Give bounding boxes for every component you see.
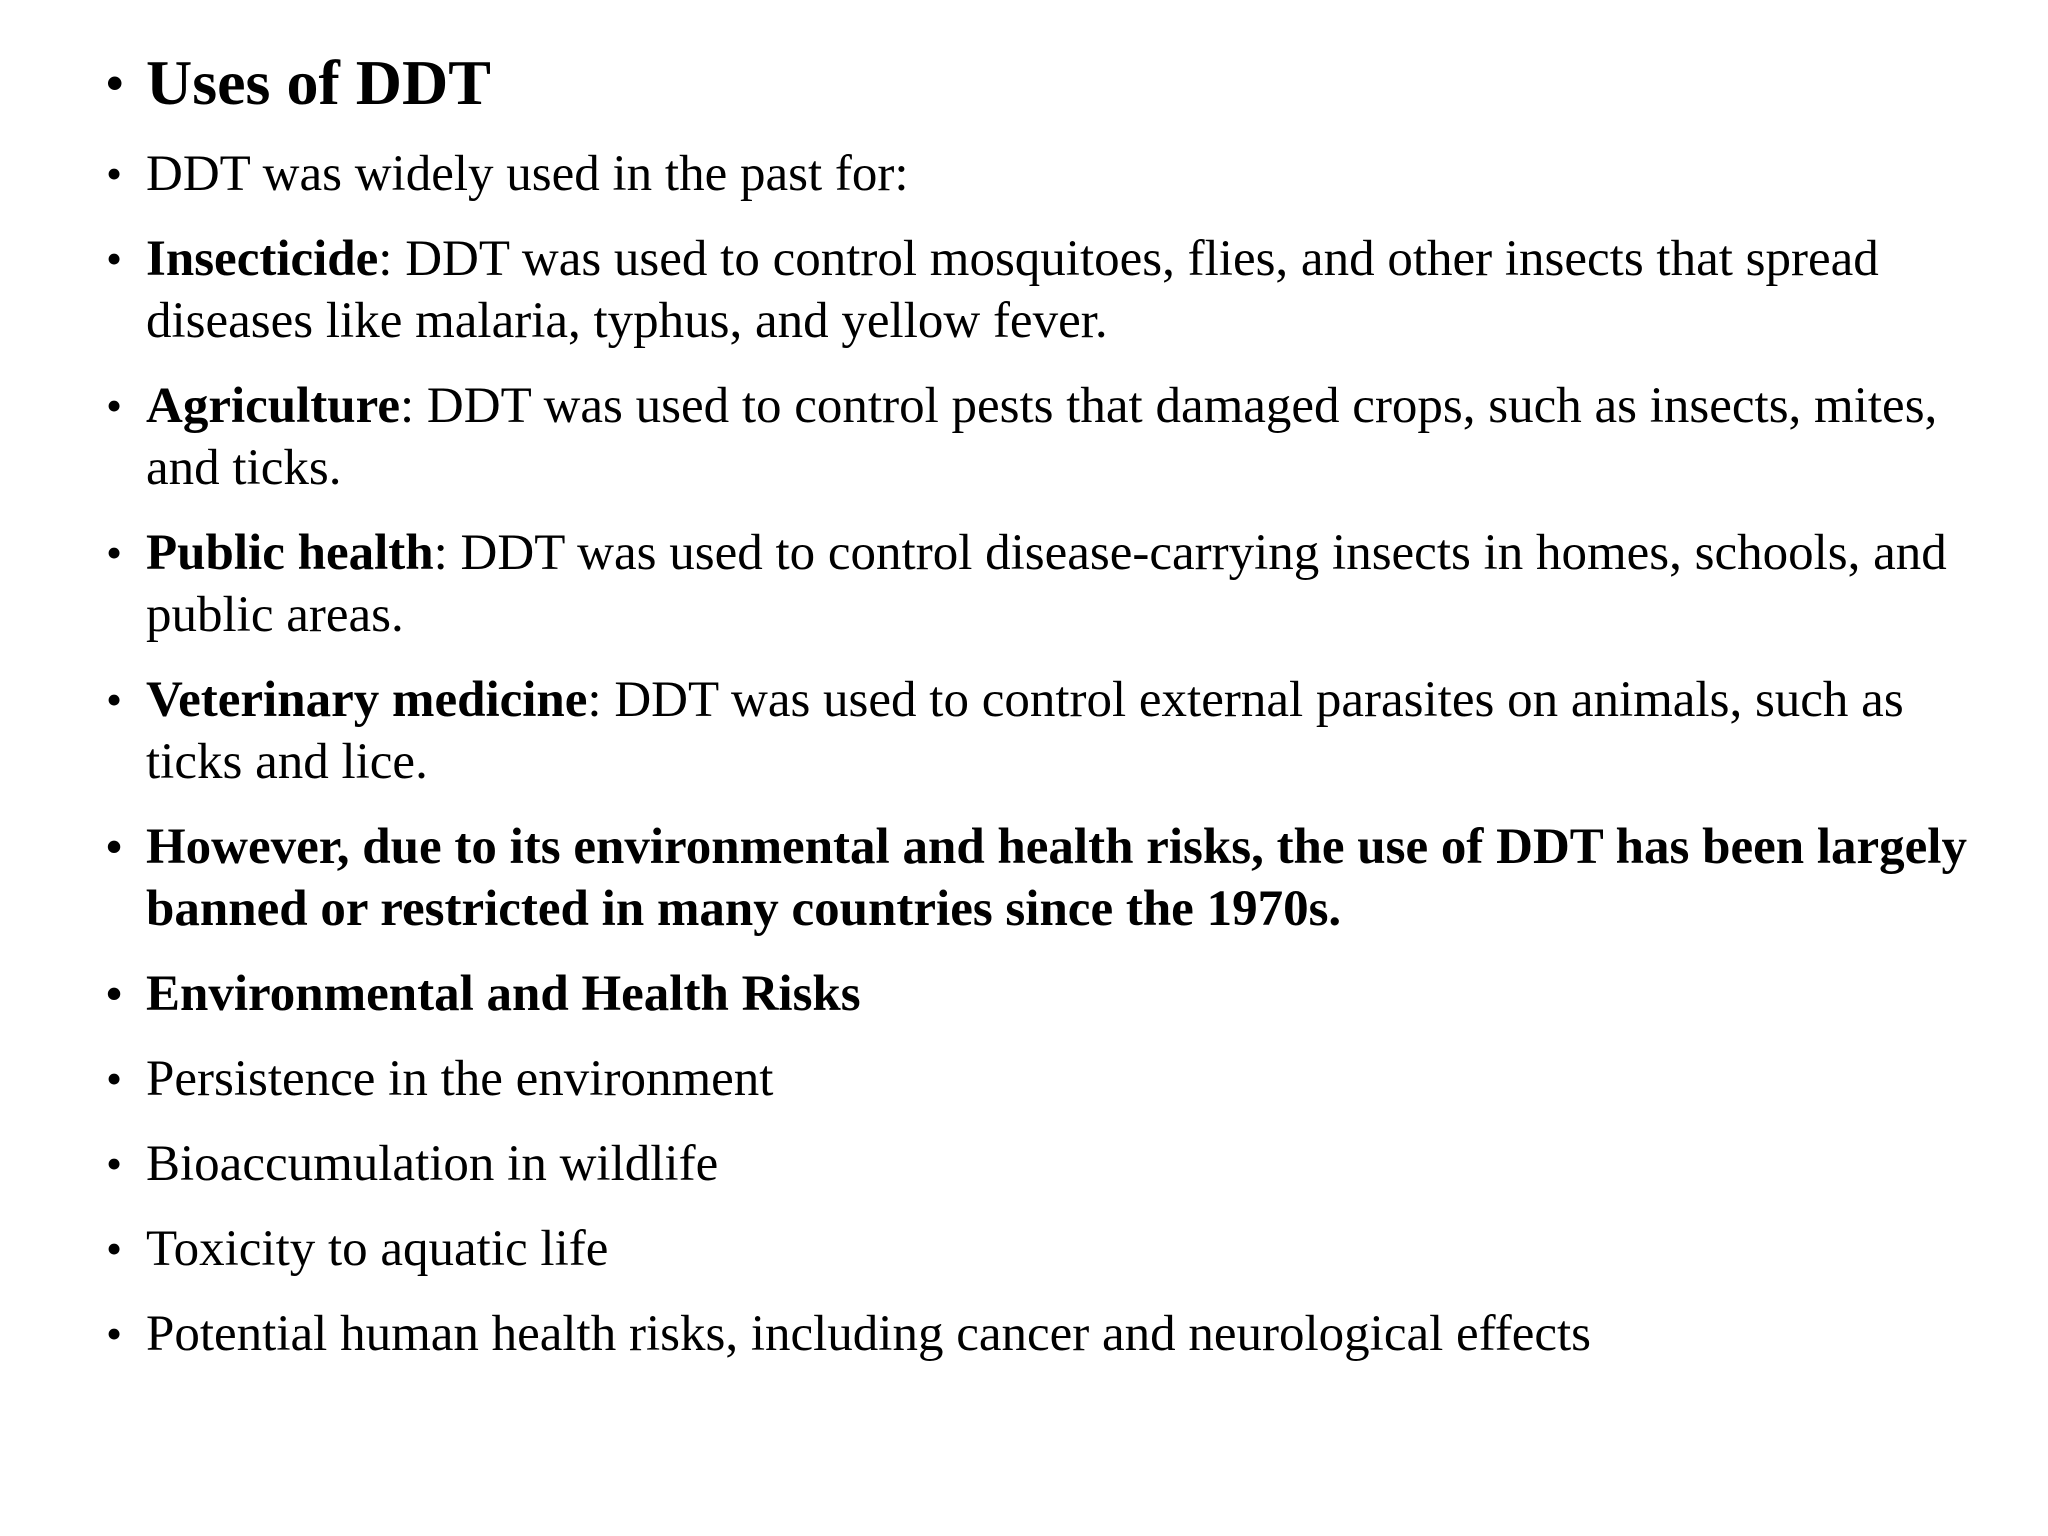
bullet-icon: • — [106, 1053, 123, 1104]
risk-item — [106, 1048, 1986, 1110]
bullet-icon: • — [106, 1308, 123, 1359]
risk-text: Bioaccumulation in wildlife — [146, 1136, 719, 1192]
intro-text: DDT was widely used in the past for: — [146, 146, 909, 202]
risk-text: Persistence in the environment — [146, 1051, 774, 1107]
use-item-veterinary-medicine — [106, 669, 1986, 793]
bullet-icon: • — [106, 148, 123, 199]
risk-text: Potential human health risks, including cancer and neurological effects — [146, 1306, 1592, 1362]
bullet-icon: • — [106, 380, 123, 431]
use-item-agriculture — [106, 375, 1986, 499]
warning-text: However, due to its environmental and health risks, the use of DDT has been largely banned or restricted in many countries since the 1970s. — [146, 819, 1967, 937]
risks-heading-item — [106, 963, 1986, 1025]
bullet-icon: • — [106, 527, 123, 578]
use-item-insecticide — [106, 228, 1986, 352]
risk-item — [106, 1303, 1986, 1365]
bullet-icon: • — [106, 821, 123, 872]
warning-item — [106, 816, 1986, 940]
bullet-icon: • — [106, 674, 123, 725]
use-term: Agriculture — [146, 378, 401, 434]
use-term: Insecticide — [146, 231, 379, 287]
bullet-icon: • — [106, 1138, 123, 1189]
bullet-icon: • — [106, 968, 123, 1019]
slide-title-item — [106, 38, 1986, 128]
use-description: : DDT was used to control pests that damaged crops, such as insects, mites, and ticks. — [146, 378, 1938, 496]
use-description: : DDT was used to control mosquitoes, flies, and other insects that spread diseases like malaria, typhus, and yellow fever. — [146, 231, 1879, 349]
bullet-icon: • — [106, 1223, 123, 1274]
use-description: : DDT was used to control external parasites on animals, such as ticks and lice. — [146, 672, 1904, 790]
slide-title: Uses of DDT — [146, 47, 491, 118]
use-term: Veterinary medicine — [146, 672, 588, 728]
risk-text: Toxicity to aquatic life — [146, 1221, 609, 1277]
bullet-icon: • — [106, 55, 124, 111]
use-description: : DDT was used to control disease-carrying insects in homes, schools, and public areas. — [146, 525, 1947, 643]
intro-item — [106, 143, 1986, 205]
risk-item — [106, 1218, 1986, 1280]
use-item-public-health — [106, 522, 1986, 646]
risk-item — [106, 1133, 1986, 1195]
bullet-list — [106, 38, 1986, 1388]
bullet-icon: • — [106, 233, 123, 284]
risks-heading: Environmental and Health Risks — [146, 966, 861, 1022]
use-term: Public health — [146, 525, 434, 581]
